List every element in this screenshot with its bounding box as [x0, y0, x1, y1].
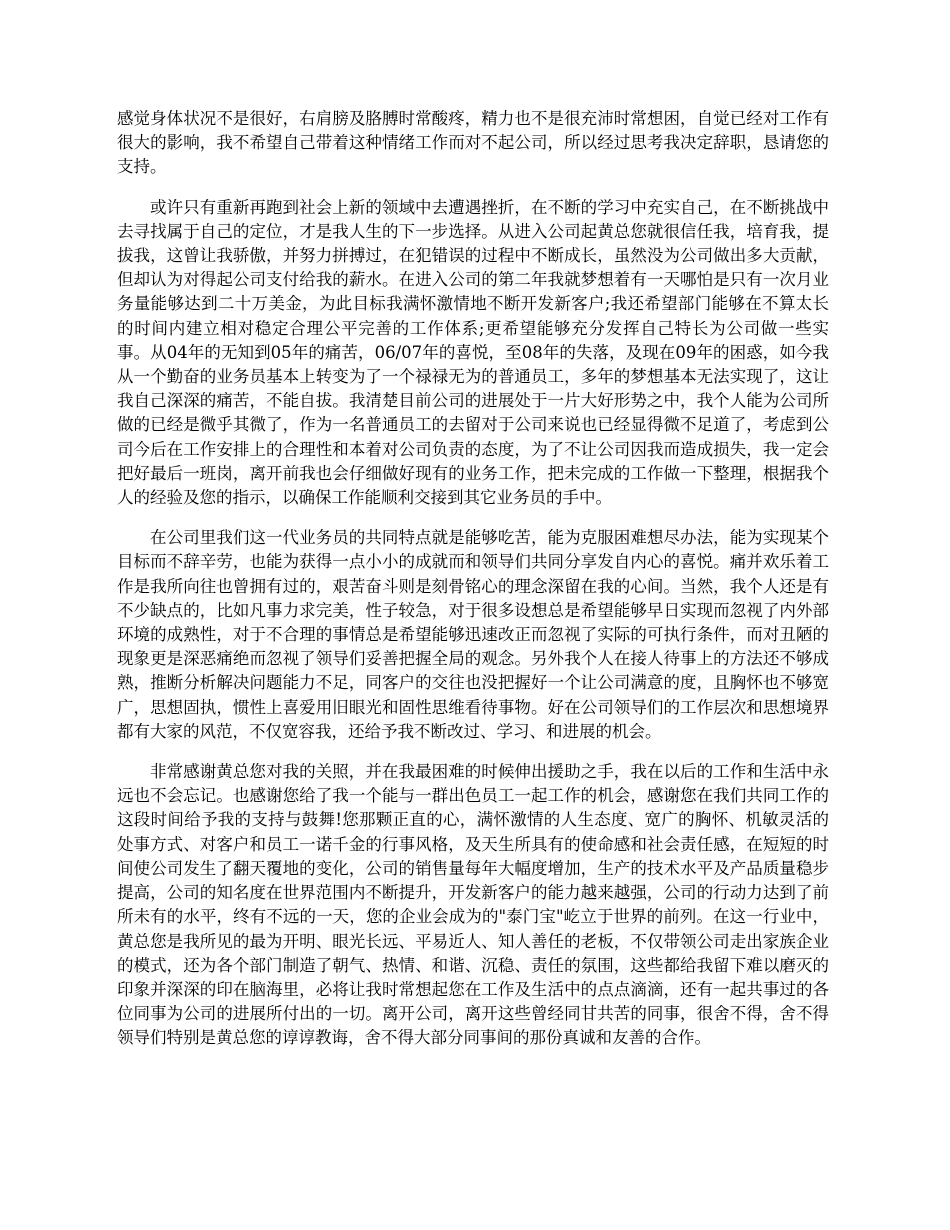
- paragraph-career-reflection: 或许只有重新再跑到社会上新的领域中去遭遇挫折，在不断的学习中充实自己，在不断挑战中去寻找属于自己的定位，才是我人生的下一步选择。从进入公司起黄总您就很信任我，培育我，提拔我，这曾让我骄傲，并努力拼搏过，在犯错误的过程中不断成长，虽然没为公司做出多大贡献，但却认为对得起公司支付给我的薪水。在进入公司的第二年我就梦想着有一天哪怕是只有一次月业务量能够达到二十万美金，为此目标我满怀激情地不断开发新客户;我还希望部门能够在不算太长的时间内建立相对稳定合理公平完善的工作体系;更希望能够充分发挥自己特长为公司做一些实事。从04年的无知到05年的痛苦，06/07年的喜悦，至08年的失落，及现在09年的困惑，如今我从一个勤奋的业务员基本上转变为了一个禄禄无为的普通员工，多年的梦想基本无法实现了，这让我自己深深的痛苦，不能自拔。我清楚目前公司的进展处于一片大好形势之中，我个人能为公司所做的已经是微乎其微了，作为一名普通员工的去留对于公司来说也已经显得微不足道了，考虑到公司今后在工作安排上的合理性和本着对公司负责的态度，为了不让公司因我而造成损失，我一定会把好最后一班岗，离开前我也会仔细做好现有的业务工作，把未完成的工作做一下整理，根据我个人的经验及您的指示，以确保工作能顺利交接到其它业务员的手中。: [117, 197, 829, 508]
- paragraph-gratitude: 非常感谢黄总您对我的关照，并在我最困难的时候伸出援助之手，我在以后的工作和生活中永远也不会忘记。也感谢您给了我一个能与一群出色员工一起工作的机会，感谢您在我们共同工作的这段时间给予我的支持与鼓舞!您那颗正直的心，满怀激情的人生态度、宽广的胸怀、机敏灵活的处事方式、对客户和员工一诺千金的行事风格，及天生所具有的使命感和社会责任感，在短短的时间使公司发生了翻天覆地的变化，公司的销售量每年大幅度增加，生产的技术水平及产品质量稳步提高，公司的知名度在世界范围内不断提升，开发新客户的能力越来越强，公司的行动力达到了前所未有的水平，终有不远的一天，您的企业会成为的"泰门宝"屹立于世界的前列。在这一行业中，黄总您是我所见的最为开明、眼光长远、平易近人、知人善任的老板，不仅带领公司走出家族企业的模式，还为各个部门制造了朝气、热情、和谐、沉稳、责任的氛围，这些都给我留下难以磨灭的印象并深深的印在脑海里，必将让我时常想起您在工作及生活中的点点滴滴，还有一起共事过的各位同事为公司的进展所付出的一切。离开公司，离开这些曾经同甘共苦的同事，很舍不得，舍不得领导们特别是黄总您的谆谆教诲，舍不得大部分同事间的那份真诚和友善的合作。: [117, 762, 829, 1048]
- document-body: [117, 107, 829, 1067]
- paragraph-self-assessment: 在公司里我们这一代业务员的共同特点就是能够吃苦，能为克服困难想尽办法，能为实现某个目标而不辞辛劳，也能为获得一点小小的成就而和领导们共同分享发自内心的喜悦。痛并欢乐着工作是我所向往也曾拥有过的，艰苦奋斗则是刻骨铭心的理念深留在我的心间。当然，我个人还是有不少缺点的，比如凡事力求完美，性子较急，对于很多设想总是希望能够早日实现而忽视了内外部环境的成熟性，对于不合理的事情总是希望能够迅速改正而忽视了实际的可执行条件，而对丑陋的现象更是深恶痛绝而忽视了领导们妥善把握全局的观念。另外我个人在接人待事上的方法还不够成熟，推断分析解决问题能力不足，同客户的交往也没把握好一个让公司满意的度，且胸怀也不够宽广，思想固执，惯性上喜爱用旧眼光和固性思维看待事物。好在公司领导们的工作层次和思想境界都有大家的风范，不仅宽容我，还给予我不断改过、学习、和进展的机会。: [117, 528, 829, 741]
- paragraph-health-reason: 感觉身体状况不是很好，右肩膀及胳膊时常酸疼，精力也不是很充沛时常想困，自觉已经对工作有很大的影响，我不希望自己带着这种情绪工作而对不起公司，所以经过思考我决定辞职，恳请您的支持。: [117, 109, 829, 177]
